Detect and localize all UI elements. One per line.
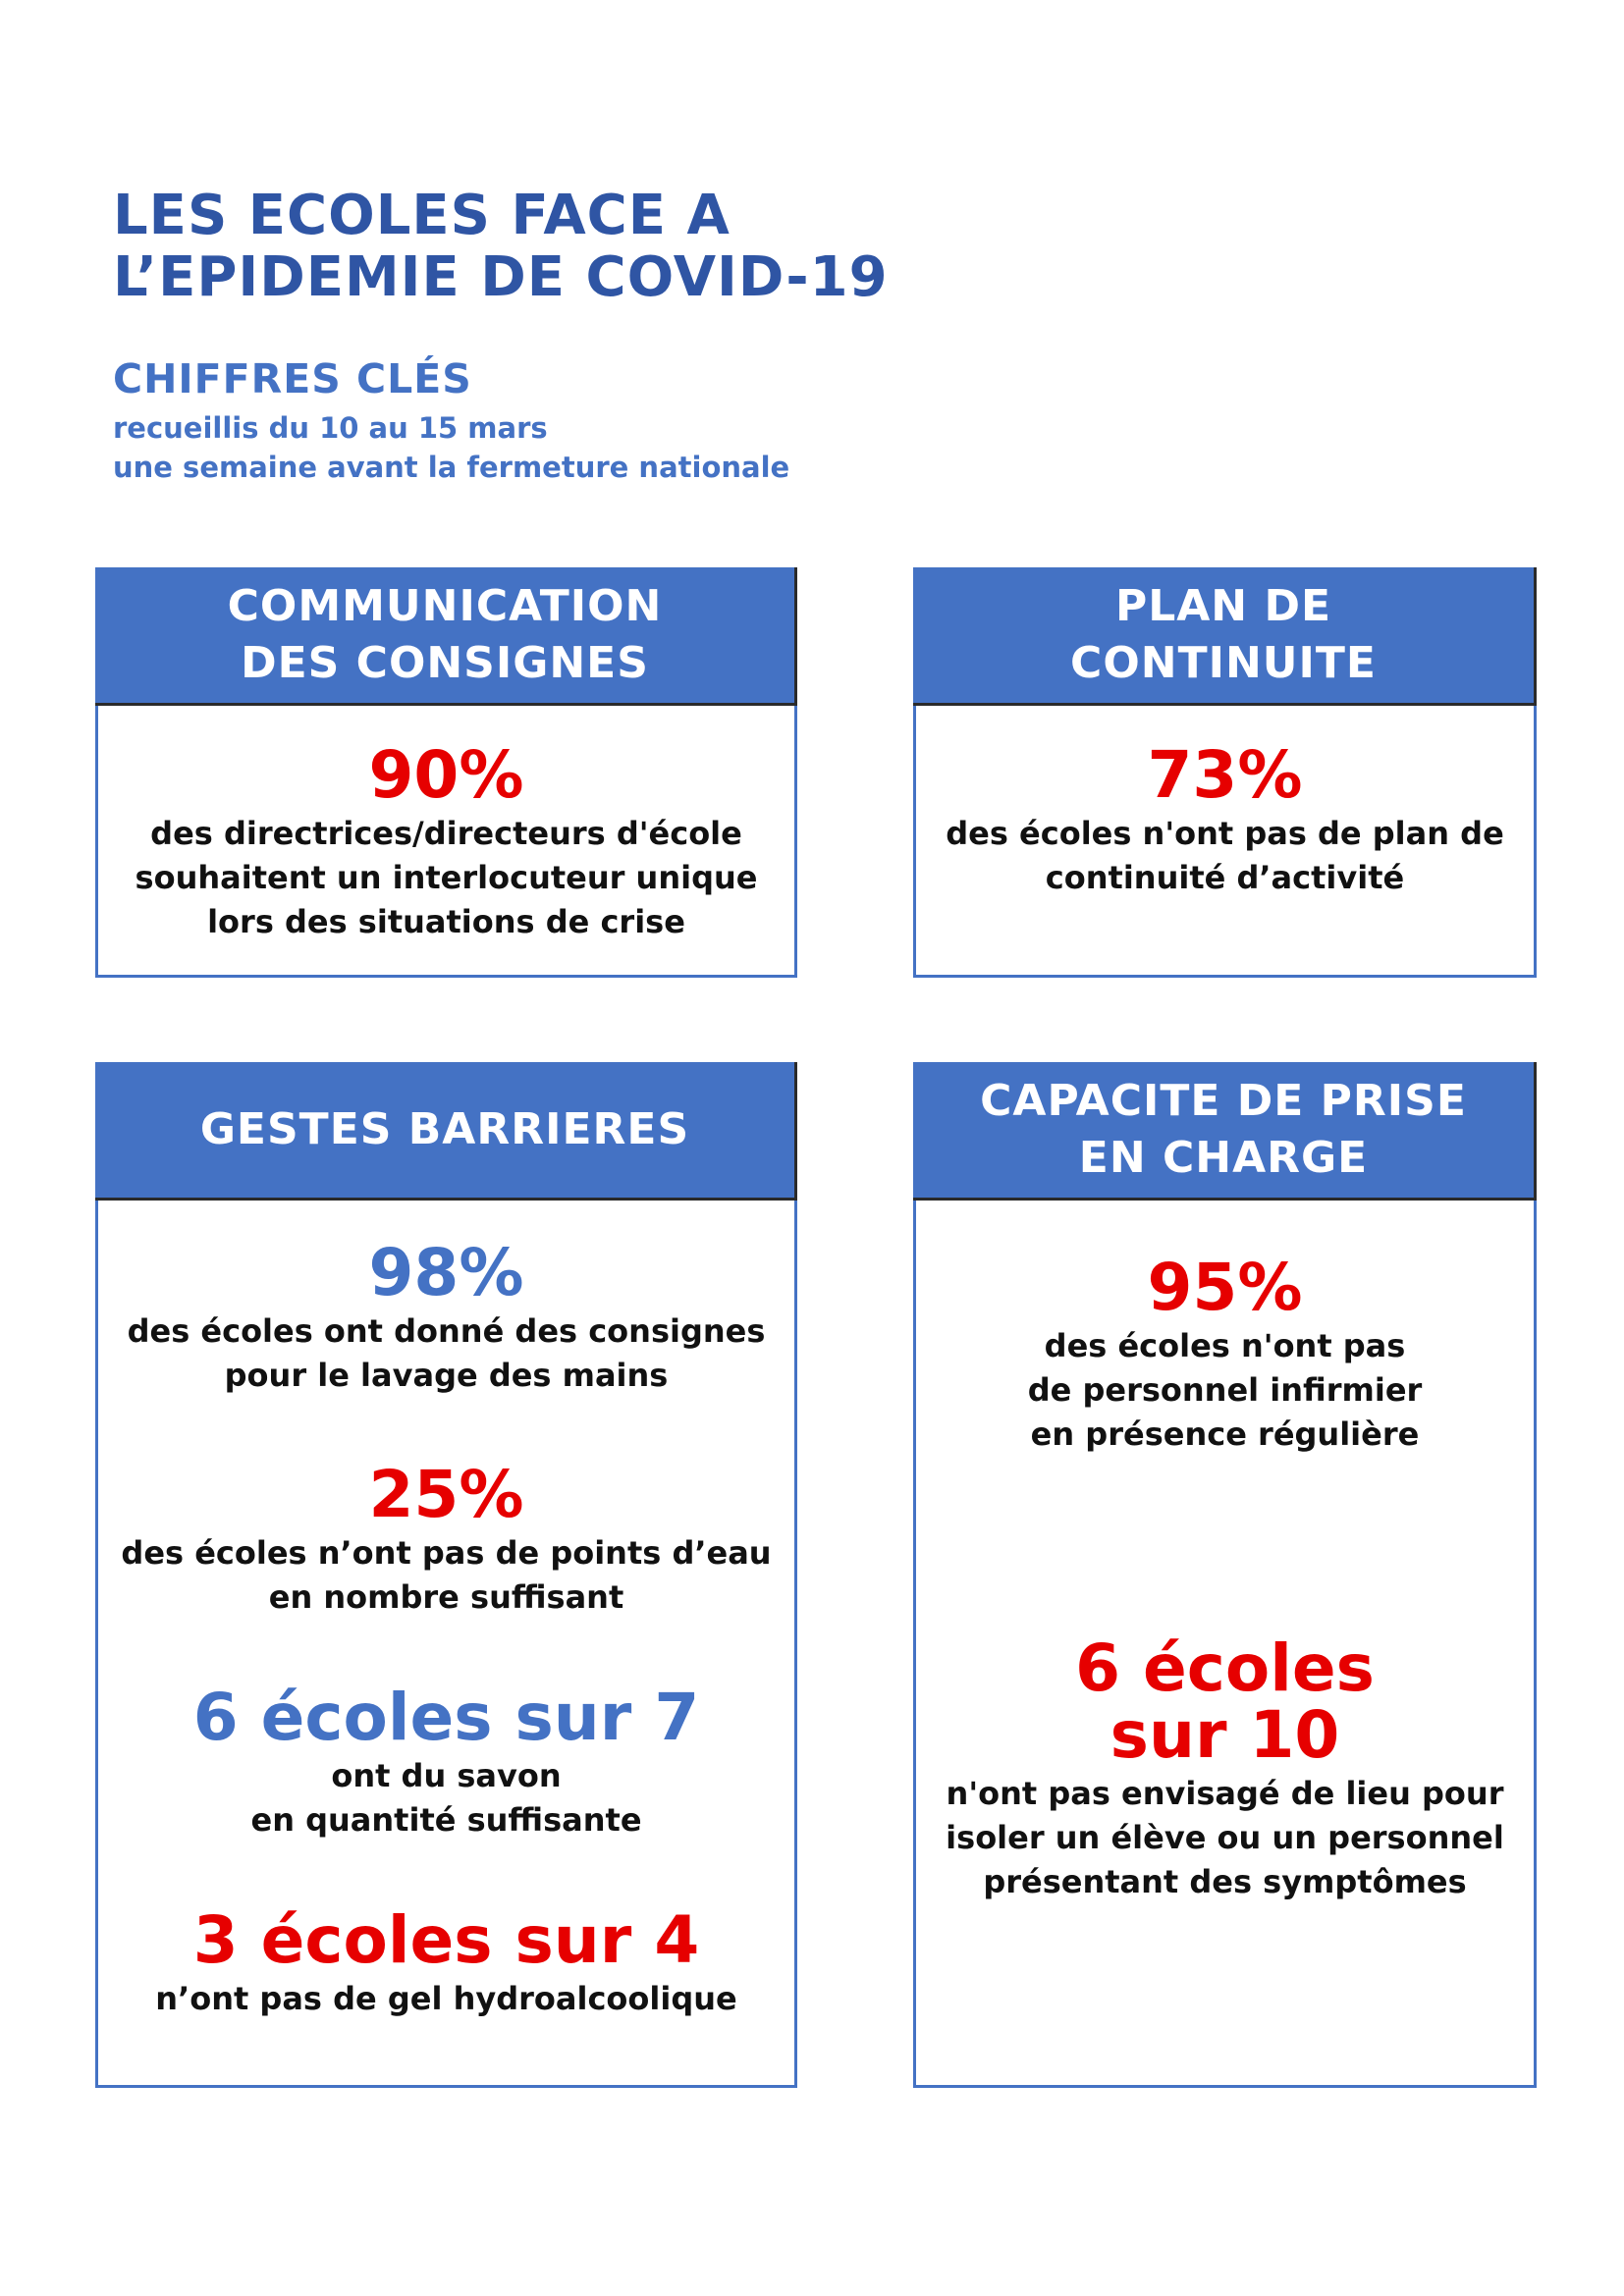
- stat-value: 73%: [1147, 737, 1303, 813]
- stat-description: ont du savon en quantité suffisante: [250, 1757, 642, 1839]
- stat-value: 25%: [368, 1457, 524, 1532]
- stat-value-line-2: sur 10: [1110, 1697, 1340, 1773]
- collection-dates: recueillis du 10 au 15 mars: [113, 411, 548, 445]
- card-communication-body: [98, 739, 794, 944]
- stat-block: [98, 1237, 794, 1398]
- stat-block: [98, 1459, 794, 1620]
- stat-description: n’ont pas de gel hydroalcoolique: [155, 1980, 737, 2017]
- title-line-2: L’EPIDEMIE DE COVID-19: [113, 245, 889, 309]
- stat-value: 3 écoles sur 4: [192, 1902, 700, 1978]
- page-title: [113, 185, 1193, 308]
- subtitle: CHIFFRES CLÉS: [113, 355, 472, 402]
- card-communication: [95, 567, 797, 978]
- stat-value-line-1: 6 écoles: [1075, 1630, 1375, 1706]
- card-gestes-title: GESTES BARRIERES: [95, 1062, 797, 1201]
- stat-description: des écoles n'ont pas de personnel infirmier en présence régulière: [1027, 1327, 1423, 1453]
- stat-value: 95%: [1147, 1250, 1303, 1325]
- stat-value: 6 écoles sur 7: [192, 1680, 700, 1755]
- stat-block: [916, 1252, 1534, 1457]
- card-plan-continuite: [913, 567, 1537, 978]
- stat-value: 98%: [368, 1235, 524, 1310]
- stat-description: des écoles n'ont pas de plan de continuité d’activité: [946, 815, 1504, 896]
- card-plan-body: [916, 739, 1534, 900]
- stat-description: n'ont pas envisagé de lieu pour isoler un élève ou un personnel présentant des symptômes: [946, 1775, 1504, 1900]
- card-communication-title: COMMUNICATION DES CONSIGNES: [95, 567, 797, 706]
- stat-value: 90%: [368, 737, 524, 813]
- stat-description: des directrices/directeurs d'école souhaitent un interlocuteur unique lors des situations de crise: [135, 815, 758, 940]
- stat-description: des écoles ont donné des consignes pour le lavage des mains: [127, 1312, 766, 1394]
- stat-block: [916, 739, 1534, 900]
- stat-block: [98, 739, 794, 944]
- card-plan-title: PLAN DE CONTINUITE: [913, 567, 1537, 706]
- card-capacite-prise-en-charge: [913, 1062, 1537, 2088]
- stat-block: [98, 1682, 794, 1842]
- card-capacite-title: CAPACITE DE PRISE EN CHARGE: [913, 1062, 1537, 1201]
- stat-block: [916, 1632, 1534, 1904]
- card-gestes-barrieres: [95, 1062, 797, 2088]
- title-line-1: LES ECOLES FACE A: [113, 184, 731, 247]
- collection-context: une semaine avant la fermeture nationale: [113, 451, 790, 484]
- stat-description: des écoles n’ont pas de points d’eau en nombre suffisant: [121, 1534, 772, 1616]
- stat-block: [98, 1904, 794, 2021]
